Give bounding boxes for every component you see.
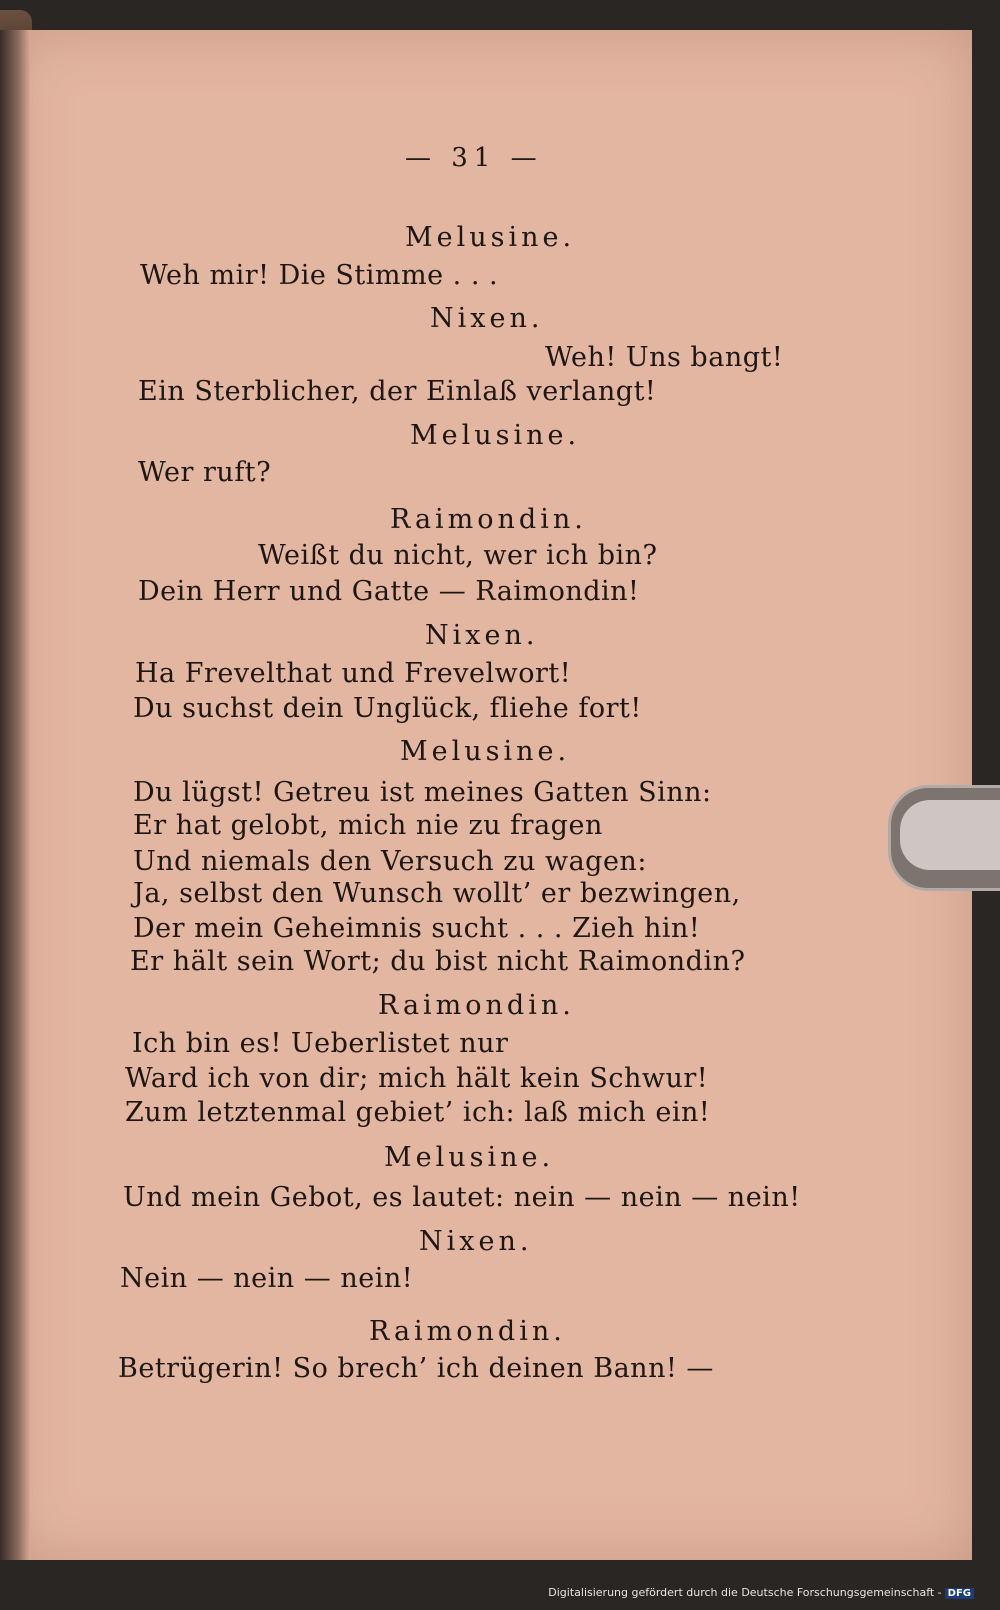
dfg-logo: DFG bbox=[945, 1588, 974, 1599]
verse-line: Ich bin es! Ueberlistet nur bbox=[132, 1028, 509, 1059]
verse-line: Wer ruft? bbox=[138, 457, 272, 488]
speaker-name: Melusine. bbox=[410, 420, 581, 451]
speaker-name: Raimondin. bbox=[390, 504, 587, 535]
speaker-name: Melusine. bbox=[400, 736, 571, 767]
footer-credit bbox=[548, 1586, 974, 1599]
verse-line: Ward ich von dir; mich hält kein Schwur! bbox=[125, 1063, 709, 1094]
speaker-name: Raimondin. bbox=[378, 990, 575, 1021]
verse-line: Ja, selbst den Wunsch wollt’ er bezwingen, bbox=[133, 878, 741, 909]
speaker-name: Nixen. bbox=[419, 1226, 533, 1257]
verse-line: Und mein Gebot, es lautet: nein — nein — nein! bbox=[123, 1182, 801, 1213]
speaker-name: Melusine. bbox=[384, 1142, 555, 1173]
verse-line: Und niemals den Versuch zu wagen: bbox=[133, 846, 647, 877]
verse-line: Ein Sterblicher, der Einlaß verlangt! bbox=[138, 376, 657, 407]
verse-line: Der mein Geheimnis sucht . . . Zieh hin! bbox=[133, 913, 701, 944]
verse-line: Betrügerin! So brech’ ich deinen Bann! — bbox=[118, 1353, 714, 1384]
page-number: — 31 — bbox=[405, 143, 543, 173]
verse-line: Er hält sein Wort; du bist nicht Raimondin? bbox=[130, 946, 746, 977]
verse-line: Zum letztenmal gebiet’ ich: laß mich ein! bbox=[125, 1097, 711, 1128]
verse-line: Nein — nein — nein! bbox=[120, 1263, 414, 1294]
verse-line: Du suchst dein Unglück, fliehe fort! bbox=[133, 693, 642, 724]
speaker-name: Nixen. bbox=[430, 303, 544, 334]
verse-line: Weh! Uns bangt! bbox=[545, 342, 784, 373]
speaker-name: Nixen. bbox=[425, 620, 539, 651]
verse-line: Ha Frevelthat und Frevelwort! bbox=[135, 658, 572, 689]
footer-text: Digitalisierung gefördert durch die Deutsche Forschungsgemeinschaft - bbox=[548, 1586, 942, 1599]
verse-line: Dein Herr und Gatte — Raimondin! bbox=[138, 576, 640, 607]
verse-line: Du lügst! Getreu ist meines Gatten Sinn: bbox=[133, 777, 712, 808]
verse-line: Er hat gelobt, mich nie zu fragen bbox=[133, 810, 603, 841]
speaker-name: Raimondin. bbox=[369, 1316, 566, 1347]
verse-line: Weh mir! Die Stimme . . . bbox=[140, 260, 499, 291]
page-clip-tab-inner bbox=[900, 800, 1000, 870]
page-gutter bbox=[0, 30, 30, 1560]
speaker-name: Melusine. bbox=[405, 222, 576, 253]
verse-line: Weißt du nicht, wer ich bin? bbox=[258, 540, 658, 571]
